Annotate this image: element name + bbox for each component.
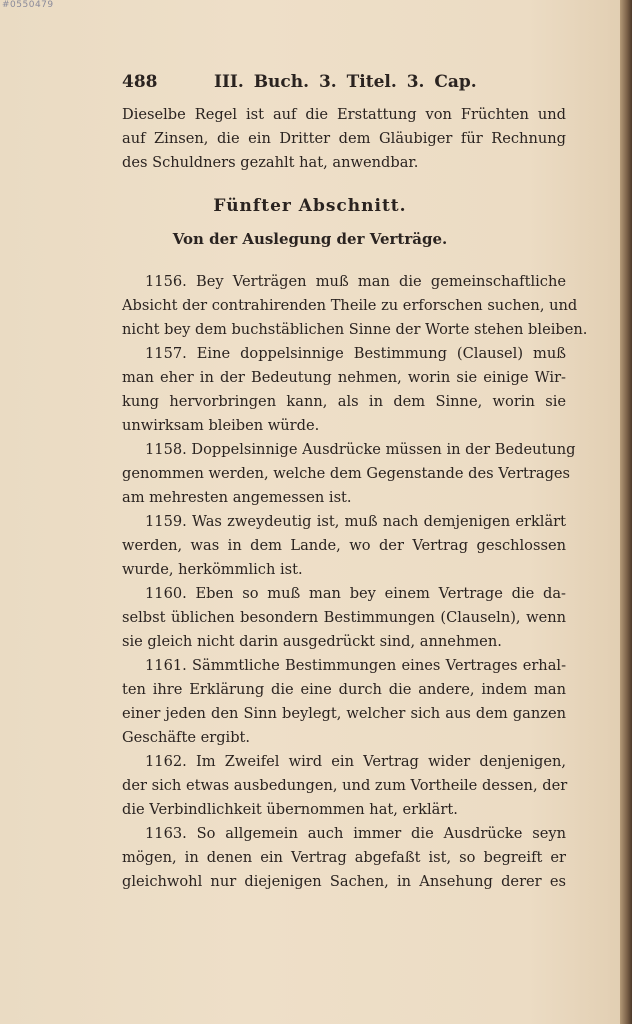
library-stamp: #0550479 [2,0,54,10]
intro-line: des Schuldners gezahlt hat, anwendbar. [122,154,419,171]
article-1159-line: 1159. Was zweydeutig ist, muß nach demjenigen erklärt [145,513,566,530]
intro-line: auf Zinsen, die ein Dritter dem Gläubiger für Rechnung [122,130,566,147]
article-1157-line: kung hervorbringen kann, als in dem Sinne, worin sie [122,393,566,410]
page-edge [620,0,632,1024]
article-1156-line: 1156. Bey Verträgen muß man die gemeinschaftliche [145,273,566,290]
article-1161-line: ten ihre Erklärung die eine durch die andere, indem man [122,681,566,698]
article-1157-line: man eher in der Bedeutung nehmen, worin sie einige Wir- [122,369,566,386]
article-1162-line: der sich etwas ausbedungen, und zum Vortheile dessen, der [122,777,568,794]
page-number: 488 [122,72,158,92]
article-1163-line: 1163. So allgemein auch immer die Ausdrücke seyn [145,825,566,842]
section-subtitle: Von der Auslegung der Verträge. [172,230,448,248]
article-1157-line: unwirksam bleiben würde. [122,417,320,434]
running-header [122,72,572,96]
article-1157-line: 1157. Eine doppelsinnige Bestimmung (Clausel) muß [145,345,566,362]
article-1158-line: genommen werden, welche dem Gegenstande des Vertrages [122,465,571,482]
article-1158-line: am mehresten angemessen ist. [122,489,352,506]
intro-line: Dieselbe Regel ist auf die Erstattung von Früchten und [122,106,566,123]
article-1158-line: 1158. Doppelsinnige Ausdrücke müssen in der Bedeutung [145,441,576,458]
article-1156-line: Absicht der contrahirenden Theile zu erforschen suchen, und [122,297,578,314]
article-1160-line: 1160. Eben so muß man bey einem Vertrage die da- [145,585,566,602]
article-1162-line: die Verbindlichkeit übernommen hat, erklärt. [122,801,458,818]
article-1163-line: gleichwohl nur diejenigen Sachen, in Ansehung derer es [122,873,566,890]
article-1161-line: einer jeden den Sinn beylegt, welcher sich aus dem ganzen [122,705,566,722]
article-1159-line: wurde, herkömmlich ist. [122,561,303,578]
article-1161-line: Geschäfte ergibt. [122,729,251,746]
article-1163-line: mögen, in denen ein Vertrag abgefaßt ist, so begreift er [122,849,566,866]
article-1161-line: 1161. Sämmtliche Bestimmungen eines Vertrages erhal- [145,657,566,674]
article-1162-line: 1162. Im Zweifel wird ein Vertrag wider denjenigen, [145,753,566,770]
section-title: Fünfter Abschnitt. [213,196,407,216]
article-1160-line: selbst üblichen besondern Bestimmungen (Clauseln), wenn [122,609,566,626]
article-1156-line: nicht bey dem buchstäblichen Sinne der Worte stehen bleiben. [122,321,588,338]
article-1160-line: sie gleich nicht darin ausgedrückt sind, annehmen. [122,633,502,650]
article-1159-line: werden, was in dem Lande, wo der Vertrag geschlossen [122,537,566,554]
running-title: III. Buch. 3. Titel. 3. Cap. [214,72,477,92]
